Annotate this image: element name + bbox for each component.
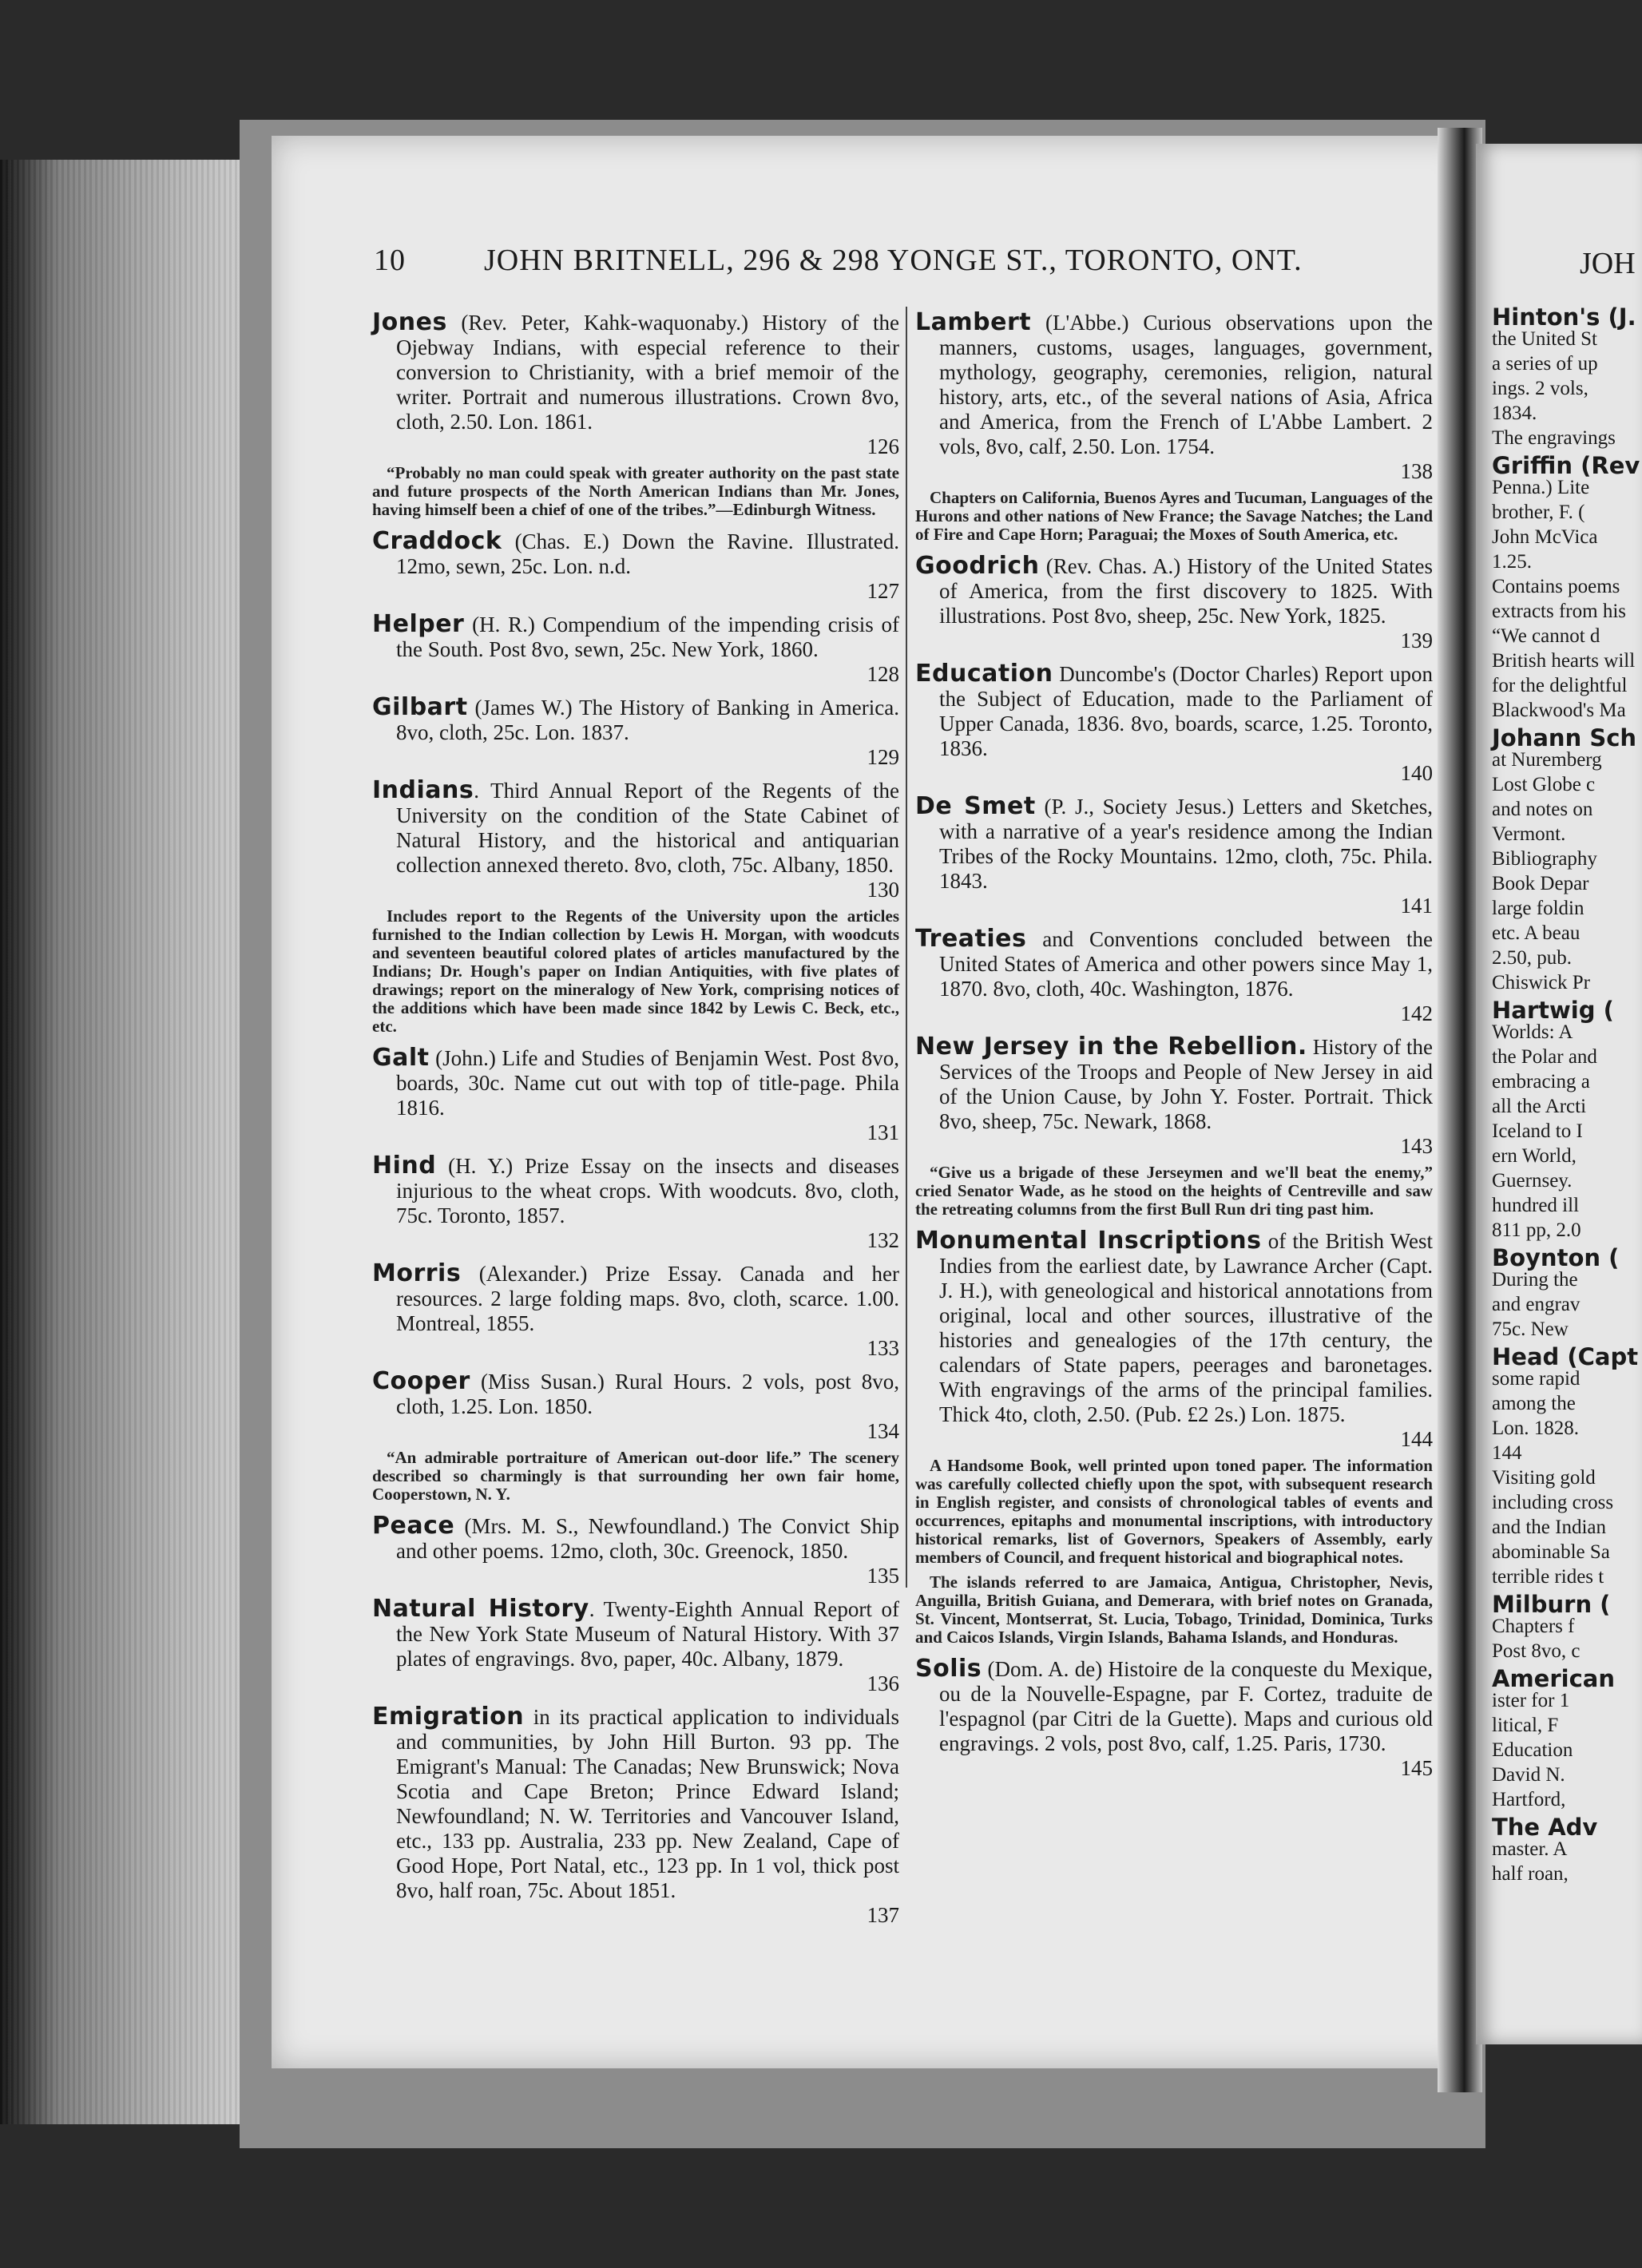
next-page-line: American <box>1492 1665 1615 1692</box>
left-column <box>372 310 899 1936</box>
next-page-line: 144 <box>1492 1442 1522 1464</box>
entry-description: (John.) Life and Studies of Benjamin West. Post 8vo, boards, 30c. Name cut out with top of title-page. Phila 1816. <box>396 1046 899 1120</box>
entry-number: 129 <box>867 745 899 769</box>
entry-keyword: Hind <box>372 1152 437 1180</box>
page-number: 10 <box>374 244 406 277</box>
next-page-line: 2.50, pub. <box>1492 947 1572 969</box>
next-page-line: ern World, <box>1492 1145 1577 1167</box>
entry-number: 133 <box>867 1336 899 1360</box>
entry-description: (H. R.) Compendium of the impending crisis of the South. Post 8vo, sewn, 25c. New York, 1860. <box>396 613 899 661</box>
entry-description: (Mrs. M. S., Newfoundland.) The Convict Ship and other poems. 12mo, cloth, 30c. Greenock, 1850. <box>396 1514 899 1563</box>
next-page-line: Johann Sch <box>1492 724 1637 751</box>
next-page-line: large foldin <box>1492 898 1584 919</box>
entry-number: 136 <box>867 1671 899 1695</box>
next-page-line: ings. 2 vols, <box>1492 378 1588 399</box>
entry-number: 132 <box>867 1228 899 1252</box>
entry-keyword: Gilbart <box>372 693 468 721</box>
next-page-line: at Nuremberg <box>1492 749 1602 771</box>
catalogue-entry <box>915 794 1433 918</box>
entry-keyword: Galt <box>372 1044 430 1072</box>
catalogue-entry <box>372 695 899 770</box>
entry-description: Duncombe's (Doctor Charles) Report upon the Subject of Education, made to the Parliament of Upper Canada, 1836. 8vo, boards, scarce, 1.25. Toronto, 1836. <box>939 662 1433 760</box>
next-page-line: Penna.) Lite <box>1492 477 1590 498</box>
catalogue-entry <box>915 1656 1433 1781</box>
next-page-line: During the <box>1492 1269 1578 1291</box>
next-page-line: Post 8vo, c <box>1492 1640 1581 1662</box>
entry-keyword: Goodrich <box>915 552 1040 580</box>
entry-number: 144 <box>1400 1427 1433 1451</box>
entry-description: History of the Services of the Troops and People of New Jersey in aid of the Union Cause, by John Y. Foster. Portrait. Thick 8vo, sheep, 75c. Newark, 1868. <box>939 1035 1433 1133</box>
next-page-line: the Polar and <box>1492 1046 1597 1068</box>
column-rule <box>906 307 907 1588</box>
entry-note: “Give us a brigade of these Jerseymen and we'll beat the enemy,” cried Senator Wade, as he stood on the heights of Centreville and saw the retreating columns from the first Bull Run dri ting past him. <box>915 1163 1433 1219</box>
entry-keyword: Treaties <box>915 925 1027 953</box>
next-page-line: some rapid <box>1492 1368 1581 1390</box>
running-head <box>374 243 1316 291</box>
entry-keyword: Natural History <box>372 1595 589 1623</box>
next-page-line: terrible rides t <box>1492 1566 1604 1588</box>
next-page-line: Blackwood's Ma <box>1492 700 1626 721</box>
entry-keyword: Jones <box>372 308 447 336</box>
entry-description: (H. Y.) Prize Essay on the insects and diseases injurious to the wheat crops. With woodcuts. 8vo, cloth, 75c. Toronto, 1857. <box>396 1154 899 1227</box>
entry-keyword: New Jersey in the Rebellion. <box>915 1033 1307 1061</box>
next-page-line: 1.25. <box>1492 551 1532 573</box>
next-page-line: Visiting gold <box>1492 1467 1596 1489</box>
catalogue-entry <box>372 1704 899 1928</box>
next-page-line: John McVica <box>1492 526 1598 548</box>
next-page-line: The engravings <box>1492 427 1616 449</box>
next-page-line: Bibliography <box>1492 848 1597 870</box>
entry-number: 127 <box>867 579 899 603</box>
entry-keyword: Cooper <box>372 1367 470 1395</box>
entry-note: “An admirable portraiture of American out-door life.” The scenery described so charmingly is that surrounding her own fair home, Cooperstown, N. Y. <box>372 1448 899 1504</box>
catalogue-entry <box>372 1369 899 1444</box>
entry-description: (L'Abbe.) Curious observations upon the manners, customs, usages, languages, government, mythology, geography, ceremonies, religion, natural history, arts, etc., of the several nations of Asia, Africa and America, from the French of L'Abbe Lambert. 2 vols, 8vo, calf, 2.50. Lon. 1754. <box>939 311 1433 458</box>
next-page-line: Contains poems <box>1492 576 1620 597</box>
entry-number: 131 <box>867 1120 899 1144</box>
entry-number: 126 <box>867 434 899 458</box>
entry-number: 135 <box>867 1564 899 1588</box>
entry-keyword: Indians <box>372 776 474 804</box>
next-page-line: Griffin (Rev <box>1492 452 1640 479</box>
next-page-line: Milburn ( <box>1492 1591 1611 1618</box>
next-page-line: and engrav <box>1492 1294 1581 1315</box>
entry-number: 128 <box>867 662 899 686</box>
next-page-line: ister for 1 <box>1492 1690 1570 1711</box>
next-page-line: etc. A beau <box>1492 922 1581 944</box>
entry-description: (Dom. A. de) Histoire de la conqueste du Mexique, ou de la Nouvelle-Espagne, par F. Cortez, traduite de l'espagnol (par Citri de la Guette). Maps and curious old engravings. 2 vols, post 8vo, calf, 1.25. Paris, 1730. <box>939 1657 1433 1755</box>
next-page-line: Chiswick Pr <box>1492 972 1590 993</box>
entry-description: of the British West Indies from the earliest date, by Lawrance Archer (Capt. J. H.), with geneological and historical annotations from original, local and other sources, illustrative of the histories and genealogies of the 17th century, the calendars of State papers, peerages and baronetages. With engravings of the arms of the principal families. Thick 4to, cloth, 2.50. (Pub. £2 2s.) Lon. 1875. <box>939 1229 1433 1426</box>
entry-keyword: Lambert <box>915 308 1032 336</box>
right-column <box>915 310 1433 1789</box>
next-page-line: half roan, <box>1492 1863 1569 1885</box>
catalogue-entry <box>372 529 899 604</box>
catalogue-entry <box>915 553 1433 653</box>
entry-note: A Handsome Book, well printed upon toned paper. The information was carefully collected chiefly upon the spot, with subsequent research in English register, and consists of chronological tables of events and occurrences, epitaphs and monumental inscriptions, with introductory historical remarks, list of Governors, Speakers of Assembly, early members of Council, and frequent historical and biographical notes. <box>915 1456 1433 1567</box>
next-page-line: hundred ill <box>1492 1195 1580 1216</box>
next-page-line: and notes on <box>1492 799 1593 820</box>
catalogue-entry <box>372 310 899 459</box>
catalogue-entry <box>372 612 899 687</box>
next-page-line: Worlds: A <box>1492 1021 1573 1043</box>
next-page-line: litical, F <box>1492 1715 1559 1736</box>
next-page-line: Iceland to I <box>1492 1120 1583 1142</box>
catalogue-entry <box>915 310 1433 484</box>
catalogue-entry <box>372 778 899 902</box>
entry-keyword: Morris <box>372 1259 462 1287</box>
entry-number: 140 <box>1400 761 1433 785</box>
next-page-line: Boynton ( <box>1492 1244 1620 1271</box>
entry-description: (P. J., Society Jesus.) Letters and Sketches, with a narrative of a year's residence among the Indian Tribes of the Rocky Mountains. 12mo, cloth, 75c. Phila. 1843. <box>939 795 1433 893</box>
catalogue-entry <box>372 1596 899 1696</box>
entry-description: and Conventions concluded between the United States of America and other powers since May 1, 1870. 8vo, cloth, 40c. Washington, 1876. <box>939 927 1433 1001</box>
entry-description: . Third Annual Report of the Regents of the University on the condition of the State Cabinet of Natural History, and the historical and antiquarian collection annexed thereto. 8vo, cloth, 75c. Albany, 1850. <box>396 779 899 877</box>
entry-description: (Miss Susan.) Rural Hours. 2 vols, post 8vo, cloth, 1.25. Lon. 1850. <box>396 1370 899 1418</box>
next-page-line: embracing a <box>1492 1071 1590 1092</box>
entry-description: (Rev. Peter, Kahk-waquonaby.) History of the Ojebway Indians, with especial reference to their conversion to Christianity, with a brief memoir of the writer. Portrait and numerous illustrations. Crown 8vo, cloth, 2.50. Lon. 1861. <box>396 311 899 434</box>
next-page-line: including cross <box>1492 1492 1614 1513</box>
catalogue-entry <box>915 1228 1433 1452</box>
entry-number: 139 <box>1400 628 1433 652</box>
next-page-line: Hinton's (J. <box>1492 303 1636 331</box>
entry-keyword: Monumental Inscriptions <box>915 1227 1262 1255</box>
next-page-line: among the <box>1492 1393 1576 1414</box>
entry-keyword: Peace <box>372 1512 455 1540</box>
catalogue-entry <box>372 1513 899 1588</box>
entry-keyword: Emigration <box>372 1703 525 1731</box>
next-page-line: a series of up <box>1492 353 1598 375</box>
next-page-line: British hearts will <box>1492 650 1636 672</box>
entry-note: The islands referred to are Jamaica, Antigua, Christopher, Nevis, Anguilla, British Guiana, and Demerara, with brief notes on Granada, St. Vincent, Montserrat, St. Lucia, Tobago, Trinidad, Dominica, Turks and Caicos Islands, Virgin Islands, Bahama Islands, and Honduras. <box>915 1572 1433 1647</box>
next-page-line: Head (Capt <box>1492 1343 1639 1370</box>
entry-keyword: Craddock <box>372 527 502 555</box>
entry-number: 145 <box>1400 1756 1433 1780</box>
entry-description: . Twenty-Eighth Annual Report of the New York State Museum of Natural History. With 37 plates of engravings. 8vo, paper, 40c. Albany, 1879. <box>396 1597 899 1671</box>
next-page-line: Guernsey. <box>1492 1170 1573 1191</box>
entry-keyword: Solis <box>915 1655 982 1683</box>
entry-note: Chapters on California, Buenos Ayres and Tucuman, Languages of the Hurons and other nations of New France; the Savage Natches; the Land of Fire and Cape Horn; Paraguai; the Moxes of South America, etc. <box>915 488 1433 544</box>
entry-note: Includes report to the Regents of the University upon the articles furnished to the Indian collection by Lewis H. Morgan, with woodcuts and seventeen beautiful colored plates of articles manufactured by the Indians; Dr. Hough's paper on Indian Antiquities, with five plates of drawings; report on the mineralogy of New York, comprising notices of the additions which have been made since 1842 by Lewis C. Beck, etc., etc. <box>372 906 899 1036</box>
next-page-line: 75c. New <box>1492 1318 1569 1340</box>
entry-description: (Rev. Chas. A.) History of the United States of America, from the first discovery to 1825. With illustrations. Post 8vo, sheep, 25c. New York, 1825. <box>939 554 1433 628</box>
next-page-line: David N. <box>1492 1764 1565 1786</box>
entry-description: in its practical application to individuals and communities, by John Hill Burton. 93 pp. The Emigrant's Manual: The Canadas; New Brunswick; Nova Scotia and Cape Breton; Prince Edward Island; Newfoundland; N. W. Territories and Vancouver Island, etc., 133 pp. Australia, 233 pp. New Zealand, Cape of Good Hope, Port Natal, etc., 123 pp. In 1 vol, thick post 8vo, half roan, 75c. About 1851. <box>396 1705 899 1902</box>
next-page-line: all the Arcti <box>1492 1096 1587 1117</box>
entry-number: 137 <box>867 1903 899 1927</box>
next-page-line: Vermont. <box>1492 823 1566 845</box>
next-page-line: Lon. 1828. <box>1492 1418 1580 1439</box>
next-page-line: for the delightful <box>1492 675 1628 696</box>
entry-number: 130 <box>867 878 899 902</box>
entry-keyword: Helper <box>372 610 465 638</box>
next-page-line: Education <box>1492 1739 1573 1761</box>
catalogue-entry <box>915 926 1433 1026</box>
next-page-line: Chapters f <box>1492 1616 1575 1637</box>
next-page-line: 811 pp, 2.0 <box>1492 1219 1581 1241</box>
entry-description: (Alexander.) Prize Essay. Canada and her resources. 2 large folding maps. 8vo, cloth, scarce. 1.00. Montreal, 1855. <box>396 1262 899 1335</box>
catalogue-entry <box>372 1045 899 1145</box>
next-page-line: master. A <box>1492 1838 1568 1860</box>
catalogue-entry <box>372 1153 899 1253</box>
entry-description: (Chas. E.) Down the Ravine. Illustrated. 12mo, sewn, 25c. Lon. n.d. <box>396 529 899 578</box>
header-title: JOHN BRITNELL, 296 & 298 YONGE ST., TORONTO, ONT. <box>484 244 1303 277</box>
entry-note: “Probably no man could speak with greater authority on the past state and future prospects of the North American Indians than Mr. Jones, having himself been a chief of one of the tribes.”—Edinburgh Witness. <box>372 463 899 519</box>
next-page-line: abominable Sa <box>1492 1541 1610 1563</box>
next-page-line: The Adv <box>1492 1814 1598 1841</box>
next-page-line: “We cannot d <box>1492 625 1600 647</box>
entry-keyword: De Smet <box>915 792 1036 820</box>
next-page-header: JOH <box>1580 247 1636 280</box>
entry-number: 142 <box>1400 1001 1433 1025</box>
entry-keyword: Education <box>915 660 1053 688</box>
next-page-line: Hartwig ( <box>1492 997 1614 1024</box>
next-page-line: Book Depar <box>1492 873 1589 894</box>
next-page-partial <box>1476 144 1642 2044</box>
next-page-line: Hartford, <box>1492 1789 1566 1810</box>
catalogue-entry <box>372 1261 899 1361</box>
next-page-line: and the Indian <box>1492 1517 1607 1538</box>
next-page-line: the United St <box>1492 328 1597 350</box>
next-page-line: 1834. <box>1492 402 1537 424</box>
entry-number: 141 <box>1400 894 1433 918</box>
entry-number: 134 <box>867 1419 899 1443</box>
entry-number: 143 <box>1400 1134 1433 1158</box>
next-page-line: brother, F. ( <box>1492 502 1585 523</box>
catalogue-entry <box>915 661 1433 786</box>
entry-number: 138 <box>1400 459 1433 483</box>
next-page-line: extracts from his <box>1492 601 1627 622</box>
catalogue-entry <box>915 1034 1433 1159</box>
next-page-line: Lost Globe c <box>1492 774 1596 795</box>
entry-description: (James W.) The History of Banking in America. 8vo, cloth, 25c. Lon. 1837. <box>396 696 899 744</box>
